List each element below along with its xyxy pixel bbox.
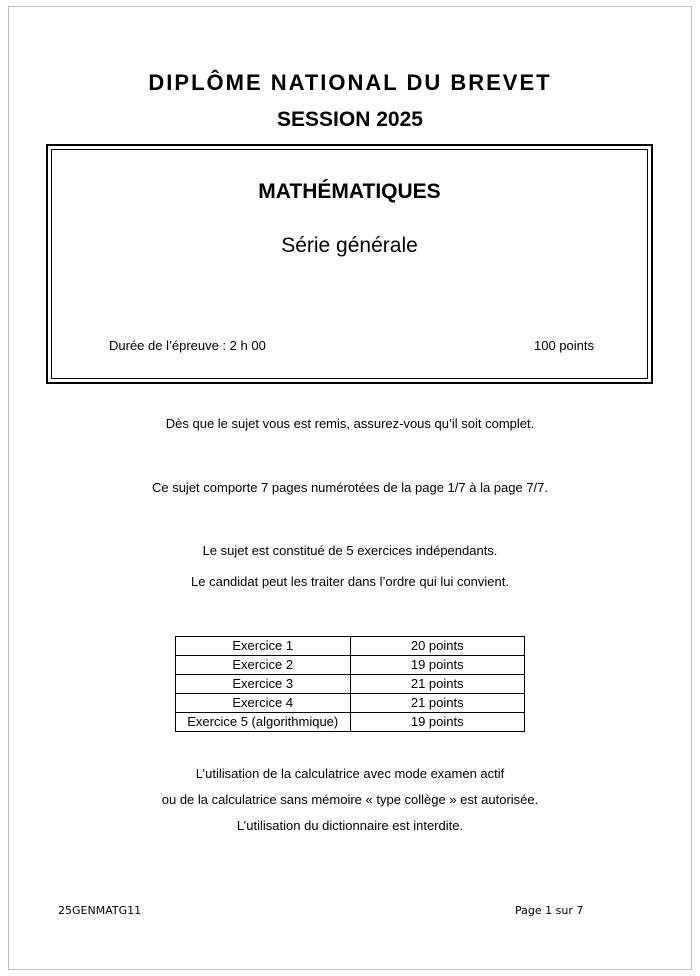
instruction-complete: Dès que le sujet vous est remis, assurez-vous qu’il soit complet. xyxy=(165,416,535,431)
exam-title: DIPLÔME NATIONAL DU BREVET xyxy=(148,70,552,95)
serie-label: Série générale xyxy=(281,234,418,257)
table-row xyxy=(176,637,525,656)
table-row xyxy=(176,656,525,675)
exercise-name: Exercice 5 (algorithmique) xyxy=(176,713,351,732)
instruction-exercises: Le sujet est constitué de 5 exercices indépendants. xyxy=(202,543,498,558)
subject-box xyxy=(46,144,653,384)
exercise-name: Exercice 1 xyxy=(176,637,351,656)
rule-calculator-mode: L’utilisation de la calculatrice avec mode examen actif xyxy=(195,766,505,781)
subject-box-inner xyxy=(51,149,648,379)
session-title: SESSION 2025 xyxy=(277,108,423,131)
exercises-table xyxy=(175,636,525,732)
subject-title: MATHÉMATIQUES xyxy=(258,180,441,203)
exercise-name: Exercice 3 xyxy=(176,675,351,694)
exercise-points: 19 points xyxy=(350,656,525,675)
table-row xyxy=(176,675,525,694)
instruction-pages: Ce sujet comporte 7 pages numérotées de la page 1/7 à la page 7/7. xyxy=(151,480,549,495)
exercise-name: Exercice 4 xyxy=(176,694,351,713)
instruction-order: Le candidat peut les traiter dans l’ordre qui lui convient. xyxy=(191,574,509,589)
page-number: Page 1 sur 7 xyxy=(515,904,584,917)
exercise-points: 21 points xyxy=(350,694,525,713)
table-row xyxy=(176,713,525,732)
exercise-points: 19 points xyxy=(350,713,525,732)
table-row xyxy=(176,694,525,713)
rule-calculator-type: ou de la calculatrice sans mémoire « type collège » est autorisée. xyxy=(161,792,539,807)
exercise-points: 21 points xyxy=(350,675,525,694)
rule-dictionary: L’utilisation du dictionnaire est interdite. xyxy=(236,818,464,833)
exercise-name: Exercice 2 xyxy=(176,656,351,675)
document-code: 25GENMATG11 xyxy=(58,904,142,917)
total-points-label: 100 points xyxy=(534,338,594,353)
duration-label: Durée de l’épreuve : 2 h 00 xyxy=(109,338,266,353)
exercise-points: 20 points xyxy=(350,637,525,656)
